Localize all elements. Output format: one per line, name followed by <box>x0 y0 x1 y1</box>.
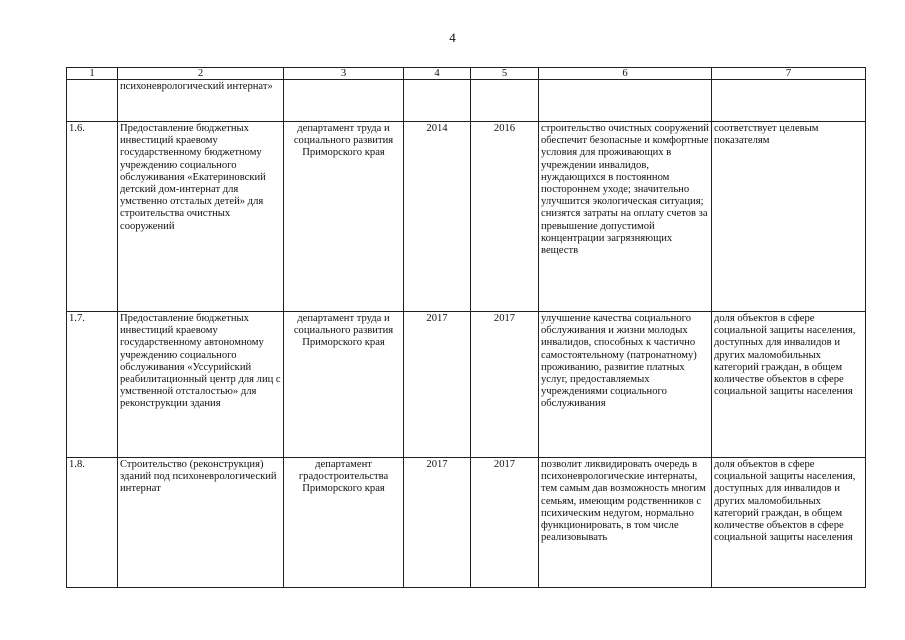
cell-start: 2017 <box>404 312 471 458</box>
cell-result <box>539 80 712 122</box>
header-cell-3: 3 <box>284 68 404 80</box>
cell-start <box>404 80 471 122</box>
table-row <box>67 80 866 122</box>
cell-end: 2017 <box>471 458 539 588</box>
cell-dept: департамент труда и социального развития Приморского края <box>284 122 404 312</box>
header-cell-6: 6 <box>539 68 712 80</box>
cell-dept: департамент градостроительства Приморского края <box>284 458 404 588</box>
cell-end: 2017 <box>471 312 539 458</box>
cell-indicator <box>712 80 866 122</box>
header-cell-7: 7 <box>712 68 866 80</box>
header-row <box>67 68 866 80</box>
header-cell-1: 1 <box>67 68 118 80</box>
table-row <box>67 458 866 588</box>
cell-end: 2016 <box>471 122 539 312</box>
cell-indicator: доля объектов в сфере социальной защиты населения, доступных для инвалидов и других маломобильных категорий граждан, в общем количестве объектов в сфере социальной защиты населения <box>712 312 866 458</box>
header-cell-4: 4 <box>404 68 471 80</box>
cell-result: строительство очистных сооружений обеспечит безопасные и комфортные условия для проживающих в учреждении инвалидов, нуждающихся в постоянном постороннем уходе; значительно улучшится экологическая ситуация; снизятся затраты на оплату счетов за превышение допустимой концентрации загрязняющих веществ <box>539 122 712 312</box>
cell-num: 1.6. <box>67 122 118 312</box>
cell-num: 1.8. <box>67 458 118 588</box>
cell-start: 2017 <box>404 458 471 588</box>
cell-dept: департамент труда и социального развития Приморского края <box>284 312 404 458</box>
cell-start: 2014 <box>404 122 471 312</box>
cell-result: позволит ликвидировать очередь в психоневрологические интернаты, тем самым дав возможность многим семьям, имеющим родственников с психическим недугом, нормально функционировать, в том числе реализовывать <box>539 458 712 588</box>
cell-dept <box>284 80 404 122</box>
cell-name: Предоставление бюджетных инвестиций краевому государственному бюджетному учреждению социального обслуживания «Екатериновский детский дом-интернат для умственно отсталых детей» для строительства очистных сооружений <box>118 122 284 312</box>
cell-num <box>67 80 118 122</box>
header-cell-5: 5 <box>471 68 539 80</box>
cell-num: 1.7. <box>67 312 118 458</box>
cell-end <box>471 80 539 122</box>
header-cell-2: 2 <box>118 68 284 80</box>
cell-name: психоневрологический интернат» <box>118 80 284 122</box>
cell-result: улучшение качества социального обслуживания и жизни молодых инвалидов, способных к частично самостоятельному (патронатному) проживанию, развитие платных услуг, предоставляемых учреждениями социального обслуживания <box>539 312 712 458</box>
table-row <box>67 122 866 312</box>
table-row <box>67 312 866 458</box>
program-table <box>66 67 866 588</box>
cell-name: Предоставление бюджетных инвестиций краевому государственному автономному учреждению социального обслуживания «Уссурийский реабилитационный центр для лиц с умственной отсталостью» для реконструкции здания <box>118 312 284 458</box>
page-number: 4 <box>449 30 456 45</box>
cell-indicator: доля объектов в сфере социальной защиты населения, доступных для инвалидов и других маломобильных категорий граждан, в общем количестве объектов в сфере социальной защиты населения <box>712 458 866 588</box>
cell-name: Строительство (реконструкция) зданий под психоневрологический интернат <box>118 458 284 588</box>
cell-indicator: соответствует целевым показателям <box>712 122 866 312</box>
